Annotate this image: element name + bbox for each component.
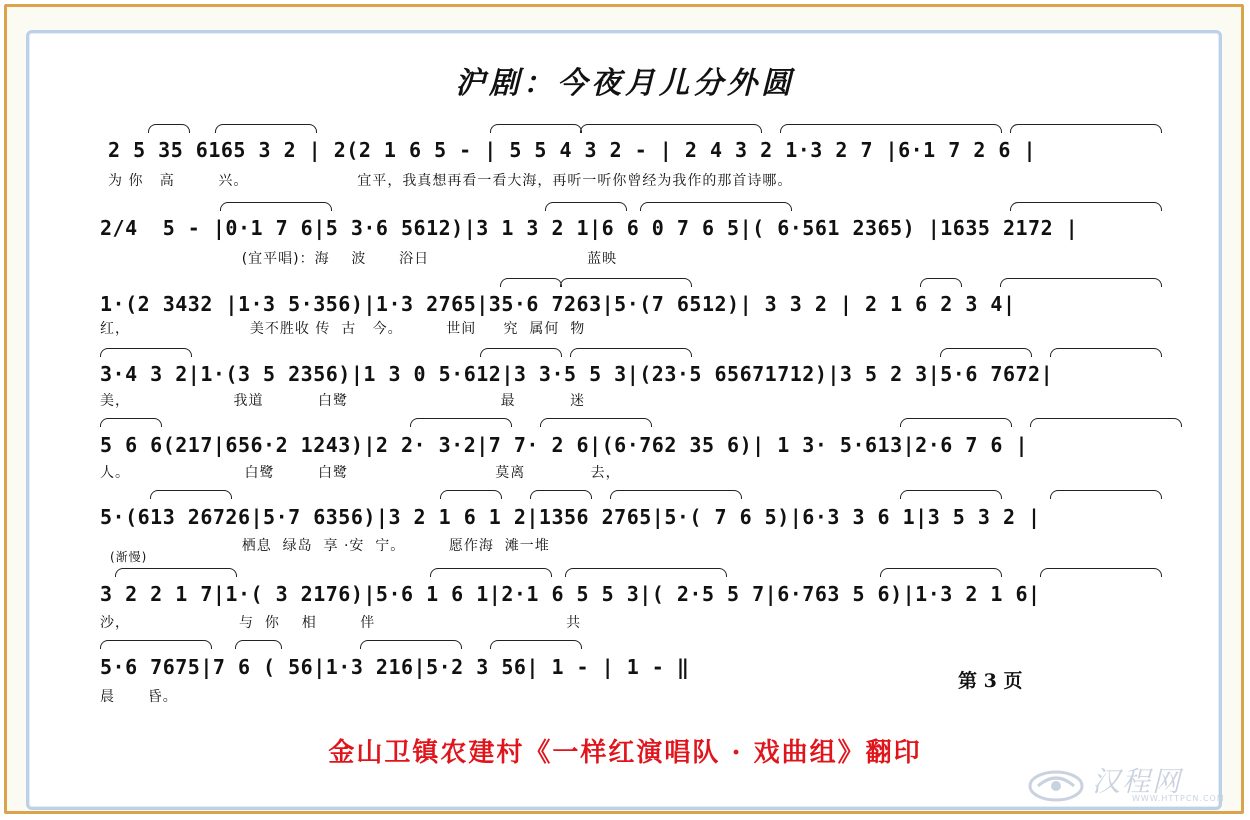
slur-mark bbox=[480, 348, 562, 357]
slur-mark bbox=[540, 418, 652, 427]
slur-mark bbox=[940, 348, 1032, 357]
slur-mark bbox=[640, 202, 792, 211]
slur-mark bbox=[610, 490, 742, 499]
slur-mark bbox=[560, 278, 692, 287]
staff-notes: 2/4 5 - |0·1 7 6|5 3·6 5612)|3 1 3 2 1|6 6 0 7 6 5|( 6·561 2365) |1635 2172 | bbox=[100, 216, 1079, 240]
slur-mark bbox=[570, 348, 692, 357]
slur-mark bbox=[440, 490, 502, 499]
slur-mark bbox=[430, 568, 552, 577]
slur-mark bbox=[215, 124, 317, 133]
slur-mark bbox=[100, 348, 192, 357]
staff-notes: 3 2 2 1 7|1·( 3 2176)|5·6 1 6 1|2·1 6 5 5 3|( 2·5 5 7|6·763 5 6)|1·3 2 1 6| bbox=[100, 582, 1041, 606]
slur-mark bbox=[1050, 490, 1162, 499]
slur-mark bbox=[880, 568, 1002, 577]
slur-mark bbox=[490, 640, 582, 649]
slur-mark bbox=[1010, 202, 1162, 211]
slur-mark bbox=[360, 640, 462, 649]
slur-mark bbox=[500, 278, 562, 287]
slur-mark bbox=[100, 418, 162, 427]
tempo-marking: (渐慢) bbox=[110, 550, 148, 564]
slur-mark bbox=[1040, 568, 1162, 577]
staff-lyrics: 为 你 高 兴。 宜平，我真想再看一看大海，再听一听你曾经为我作的那首诗哪。 bbox=[108, 173, 793, 189]
slur-mark bbox=[580, 124, 762, 133]
slur-mark bbox=[410, 418, 512, 427]
staff-lyrics: (宜平唱)：海 波 浴日 蓝映 bbox=[100, 251, 618, 267]
slur-mark bbox=[220, 202, 332, 211]
slur-mark bbox=[148, 124, 190, 133]
staff-notes: 3·4 3 2|1·(3 5 2356)|1 3 0 5·612|3 3·5 5 3|(23·5 65671712)|3 5 2 3|5·6 7672| bbox=[100, 362, 1054, 386]
slur-mark bbox=[900, 490, 1002, 499]
watermark-text: 汉程网 bbox=[1092, 765, 1183, 798]
slur-mark bbox=[1010, 124, 1162, 133]
footer-credit: 金山卫镇农建村《一样红演唱队 · 戏曲组》翻印 bbox=[328, 738, 922, 768]
slur-mark bbox=[150, 490, 232, 499]
slur-mark bbox=[235, 640, 282, 649]
slur-mark bbox=[545, 202, 627, 211]
staff-lyrics: 沙， 与 你 相 伴 共 bbox=[100, 615, 582, 631]
page-number: 第 3 页 bbox=[958, 670, 1023, 692]
slur-mark bbox=[565, 568, 727, 577]
slur-mark bbox=[1000, 278, 1162, 287]
staff-lyrics: 美， 我道 白鹭 最 迷 bbox=[100, 393, 586, 409]
slur-mark bbox=[780, 124, 1002, 133]
slur-mark bbox=[1050, 348, 1162, 357]
watermark-url: WWW.HTTPCN.COM bbox=[1132, 794, 1225, 803]
slur-mark bbox=[920, 278, 962, 287]
staff-notes: 1·(2 3432 |1·3 5·356)|1·3 2765|35·6 7263|5·(7 6512)| 3 3 2 | 2 1 6 2 3 4| bbox=[100, 292, 1016, 316]
slur-mark bbox=[1030, 418, 1182, 427]
staff-lyrics: 晨 昏。 bbox=[100, 689, 178, 705]
slur-mark bbox=[900, 418, 1012, 427]
staff-lyrics: 人。 白鹭 白鹭 莫离 去， bbox=[100, 465, 621, 481]
watermark-logo-icon bbox=[1024, 762, 1088, 806]
page-title: 沪剧：今夜月儿分外圆 bbox=[455, 66, 795, 101]
staff-lyrics: 红， 美不胜收 传 古 今。 世间 究 属何 物 bbox=[100, 321, 586, 337]
staff-notes: 5·(613 26726|5·7 6356)|3 2 1 6 1 2|1356 2765|5·( 7 6 5)|6·3 3 6 1|3 5 3 2 | bbox=[100, 505, 1041, 529]
slur-mark bbox=[530, 490, 592, 499]
slur-mark bbox=[490, 124, 582, 133]
staff-notes: 5 6 6(217|656·2 1243)|2 2· 3·2|7 7· 2 6|(6·762 35 6)| 1 3· 5·613|2·6 7 6 | bbox=[100, 433, 1029, 457]
staff-notes: 5·6 7675|7 6 ( 56|1·3 216|5·2 3 56| 1 - | 1 - ‖ bbox=[100, 655, 690, 679]
staff-notes: 2 5 35 6165 3 2 | 2(2 1 6 5 - | 5 5 4 3 2 - | 2 4 3 2 1·3 2 7 |6·1 7 2 6 | bbox=[108, 138, 1037, 162]
watermark bbox=[1024, 758, 1234, 810]
slur-mark bbox=[100, 640, 212, 649]
staff-lyrics: 栖息 绿岛 享 ·安 宁。 愿作海 滩一堆 bbox=[100, 538, 550, 554]
slur-mark bbox=[115, 568, 237, 577]
